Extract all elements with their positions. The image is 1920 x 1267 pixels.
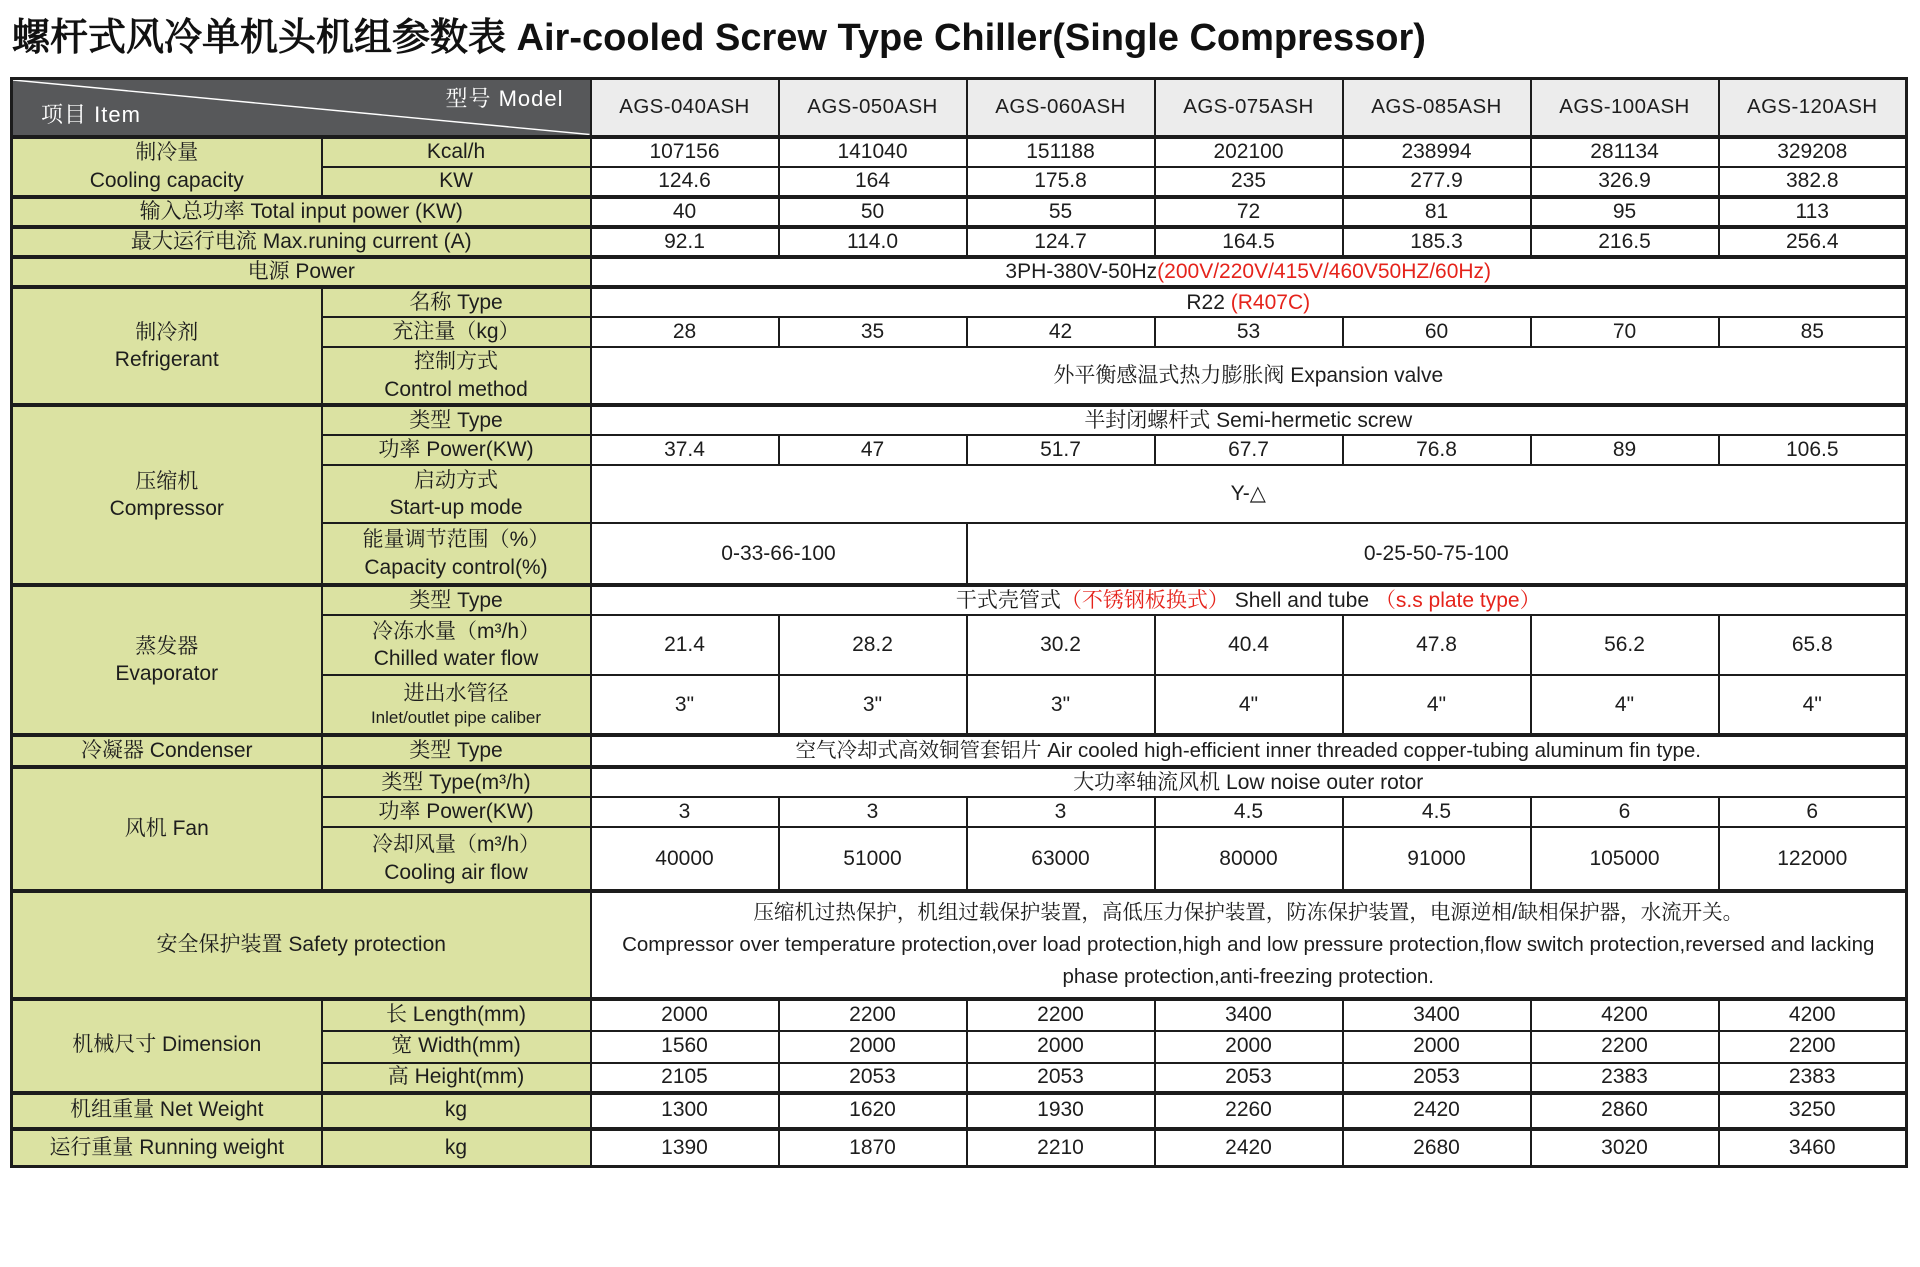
value-cell: 1620	[779, 1093, 967, 1129]
value-cell: 3"	[967, 675, 1155, 735]
value-cell: 151188	[967, 137, 1155, 167]
value-cell: 3	[779, 797, 967, 827]
value-cell: 91000	[1343, 827, 1531, 891]
row-cooling-kcal	[12, 137, 1907, 167]
value-cell: 277.9	[1343, 167, 1531, 197]
compressor-type-value: 半封闭螺杆式 Semi-hermetic screw	[591, 405, 1907, 435]
value-cell: 107156	[591, 137, 779, 167]
power-supply-value: 3PH-380V-50Hz(200V/220V/415V/460V50HZ/60Hz)	[591, 257, 1907, 287]
corner-item-label: 项目 Item	[41, 102, 141, 127]
value-cell: 67.7	[1155, 435, 1343, 465]
evaporator-type-red-2: （s.s plate type）	[1374, 588, 1541, 612]
sub-label-startup-mode: 启动方式 Start-up mode	[322, 465, 591, 523]
value-cell: 92.1	[591, 227, 779, 257]
value-cell: 3400	[1343, 999, 1531, 1031]
value-cell: 2053	[1343, 1063, 1531, 1093]
value-cell: 2383	[1531, 1063, 1719, 1093]
value-cell: 2210	[967, 1129, 1155, 1167]
unit-label-net-weight: kg	[322, 1093, 591, 1129]
startup-mode-value: Y-△	[591, 465, 1907, 523]
sub-label-fan-power: 功率 Power(KW)	[322, 797, 591, 827]
model-header-cell: AGS-100ASH	[1531, 79, 1719, 137]
value-cell: 1870	[779, 1129, 967, 1167]
value-cell: 113	[1719, 197, 1907, 227]
safety-text-en: Compressor over temperature protection,over load protection,high and low pressure protection,flow switch protection,reversed and lacking phase protection,anti-freezing protection.	[622, 933, 1875, 988]
capacity-control-high-value: 0-25-50-75-100	[967, 523, 1907, 585]
value-cell: 4.5	[1343, 797, 1531, 827]
value-cell: 2053	[779, 1063, 967, 1093]
group-label-evaporator: 蒸发器 Evaporator	[12, 585, 322, 735]
row-max-current	[12, 227, 1907, 257]
value-cell: 124.7	[967, 227, 1155, 257]
value-cell: 47.8	[1343, 615, 1531, 675]
value-cell: 2860	[1531, 1093, 1719, 1129]
group-label-compressor: 压缩机 Compressor	[12, 405, 322, 585]
value-cell: 3460	[1719, 1129, 1907, 1167]
value-cell: 2420	[1155, 1129, 1343, 1167]
model-header-cell: AGS-075ASH	[1155, 79, 1343, 137]
value-cell: 326.9	[1531, 167, 1719, 197]
value-cell: 185.3	[1343, 227, 1531, 257]
value-cell: 2000	[1343, 1031, 1531, 1063]
value-cell: 76.8	[1343, 435, 1531, 465]
value-cell: 216.5	[1531, 227, 1719, 257]
sub-label-compressor-power: 功率 Power(KW)	[322, 435, 591, 465]
row-input-power	[12, 197, 1907, 227]
evaporator-type-red-1: （不锈钢板换式）	[1060, 588, 1229, 612]
value-cell: 2053	[967, 1063, 1155, 1093]
group-label-condenser: 冷凝器 Condenser	[12, 735, 322, 767]
capacity-control-low-value: 0-33-66-100	[591, 523, 967, 585]
row-net-weight	[12, 1093, 1907, 1129]
value-cell: 175.8	[967, 167, 1155, 197]
value-cell: 55	[967, 197, 1155, 227]
sub-label-length: 长 Length(mm)	[322, 999, 591, 1031]
value-cell: 4"	[1343, 675, 1531, 735]
unit-label-running-weight: kg	[322, 1129, 591, 1167]
value-cell: 164.5	[1155, 227, 1343, 257]
value-cell: 122000	[1719, 827, 1907, 891]
value-cell: 2000	[779, 1031, 967, 1063]
sub-label-pipe-caliber: 进出水管径 Inlet/outlet pipe caliber	[322, 675, 591, 735]
value-cell: 2200	[1531, 1031, 1719, 1063]
value-cell: 37.4	[591, 435, 779, 465]
fan-type-value: 大功率轴流风机 Low noise outer rotor	[591, 767, 1907, 797]
group-label-refrigerant: 制冷剂 Refrigerant	[12, 287, 322, 405]
value-cell: 4"	[1531, 675, 1719, 735]
value-cell: 81	[1343, 197, 1531, 227]
value-cell: 281134	[1531, 137, 1719, 167]
value-cell: 95	[1531, 197, 1719, 227]
value-cell: 3020	[1531, 1129, 1719, 1167]
value-cell: 65.8	[1719, 615, 1907, 675]
row-length	[12, 999, 1907, 1031]
value-cell: 72	[1155, 197, 1343, 227]
corner-cell	[12, 79, 591, 137]
value-cell: 4"	[1155, 675, 1343, 735]
value-cell: 30.2	[967, 615, 1155, 675]
value-cell: 47	[779, 435, 967, 465]
value-cell: 105000	[1531, 827, 1719, 891]
value-cell: 28	[591, 317, 779, 347]
row-label-input-power: 输入总功率 Total input power (KW)	[12, 197, 591, 227]
sub-label-cooling-air-flow: 冷却风量（m³/h） Cooling air flow	[322, 827, 591, 891]
value-cell: 70	[1531, 317, 1719, 347]
sub-label-chilled-water-flow: 冷冻水量（m³/h） Chilled water flow	[322, 615, 591, 675]
condenser-type-value: 空气冷却式高效铜管套铝片 Air cooled high-efficient inner threaded copper-tubing aluminum fin type.	[591, 735, 1907, 767]
sub-label-refrigerant-name: 名称 Type	[322, 287, 591, 317]
value-cell: 40000	[591, 827, 779, 891]
sub-label-evaporator-type: 类型 Type	[322, 585, 591, 615]
value-cell: 382.8	[1719, 167, 1907, 197]
value-cell: 63000	[967, 827, 1155, 891]
model-header-cell: AGS-085ASH	[1343, 79, 1531, 137]
value-cell: 2000	[591, 999, 779, 1031]
value-cell: 141040	[779, 137, 967, 167]
evaporator-type-value: 干式壳管式（不锈钢板换式） Shell and tube （s.s plate type）	[591, 585, 1907, 615]
row-label-power-supply: 电源 Power	[12, 257, 591, 287]
value-cell: 51000	[779, 827, 967, 891]
group-label-dimension: 机械尺寸 Dimension	[12, 999, 322, 1093]
model-header-cell: AGS-050ASH	[779, 79, 967, 137]
page-title: 螺杆式风冷单机头机组参数表 Air-cooled Screw Type Chiller(Single Compressor)	[12, 17, 1426, 59]
value-cell: 3"	[591, 675, 779, 735]
value-cell: 85	[1719, 317, 1907, 347]
value-cell: 2200	[779, 999, 967, 1031]
value-cell: 3250	[1719, 1093, 1907, 1129]
power-supply-red-note: (200V/220V/415V/460V50HZ/60Hz)	[1157, 260, 1492, 283]
row-refrigerant-name	[12, 287, 1907, 317]
safety-text-zh: 压缩机过热保护，机组过载保护装置，高低压力保护装置，防冻保护装置，电源逆相/缺相保护器，水流开关。	[753, 901, 1744, 925]
value-cell: 164	[779, 167, 967, 197]
safety-protection-value	[591, 891, 1907, 998]
value-cell: 35	[779, 317, 967, 347]
value-cell: 1300	[591, 1093, 779, 1129]
row-label-net-weight: 机组重量 Net Weight	[12, 1093, 322, 1129]
value-cell: 3	[967, 797, 1155, 827]
value-cell: 4200	[1719, 999, 1907, 1031]
refrigerant-alt-red: (R407C)	[1230, 290, 1311, 314]
value-cell: 3	[591, 797, 779, 827]
group-label-cooling: 制冷量 Cooling capacity	[12, 137, 322, 197]
row-label-max-current: 最大运行电流 Max.runing current (A)	[12, 227, 591, 257]
row-condenser	[12, 735, 1907, 767]
sub-label-compressor-type: 类型 Type	[322, 405, 591, 435]
value-cell: 40.4	[1155, 615, 1343, 675]
value-cell: 2260	[1155, 1093, 1343, 1129]
row-label-running-weight: 运行重量 Running weight	[12, 1129, 322, 1167]
value-cell: 1390	[591, 1129, 779, 1167]
value-cell: 2200	[1719, 1031, 1907, 1063]
value-cell: 4.5	[1155, 797, 1343, 827]
value-cell: 1560	[591, 1031, 779, 1063]
value-cell: 106.5	[1719, 435, 1907, 465]
sub-label-charge: 充注量（kg）	[322, 317, 591, 347]
value-cell: 89	[1531, 435, 1719, 465]
value-cell: 124.6	[591, 167, 779, 197]
unit-label-kw: KW	[322, 167, 591, 197]
model-header-cell: AGS-060ASH	[967, 79, 1155, 137]
sub-label-width: 宽 Width(mm)	[322, 1031, 591, 1063]
model-header-cell: AGS-120ASH	[1719, 79, 1907, 137]
value-cell: 60	[1343, 317, 1531, 347]
value-cell: 80000	[1155, 827, 1343, 891]
value-cell: 4200	[1531, 999, 1719, 1031]
sub-label-fan-type: 类型 Type(m³/h)	[322, 767, 591, 797]
row-label-safety: 安全保护装置 Safety protection	[12, 891, 591, 998]
value-cell: 238994	[1343, 137, 1531, 167]
value-cell: 1930	[967, 1093, 1155, 1129]
model-header-cell: AGS-040ASH	[591, 79, 779, 137]
sub-label-height: 高 Height(mm)	[322, 1063, 591, 1093]
value-cell: 56.2	[1531, 615, 1719, 675]
value-cell: 235	[1155, 167, 1343, 197]
group-label-fan: 风机 Fan	[12, 767, 322, 891]
row-compressor-type	[12, 405, 1907, 435]
sub-label-capacity-control: 能量调节范围（%） Capacity control(%)	[322, 523, 591, 585]
row-running-weight	[12, 1129, 1907, 1167]
corner-model-label: 型号 Model	[445, 86, 564, 111]
value-cell: 2680	[1343, 1129, 1531, 1167]
value-cell: 40	[591, 197, 779, 227]
sub-label-control-method: 控制方式 Control method	[322, 347, 591, 405]
value-cell: 2053	[1155, 1063, 1343, 1093]
value-cell: 6	[1719, 797, 1907, 827]
model-header-row	[12, 79, 1907, 137]
row-power-supply	[12, 257, 1907, 287]
value-cell: 256.4	[1719, 227, 1907, 257]
value-cell: 51.7	[967, 435, 1155, 465]
row-fan-type	[12, 767, 1907, 797]
row-safety-protection	[12, 891, 1907, 998]
value-cell: 3"	[779, 675, 967, 735]
value-cell: 4"	[1719, 675, 1907, 735]
value-cell: 2105	[591, 1063, 779, 1093]
value-cell: 42	[967, 317, 1155, 347]
control-method-value: 外平衡感温式热力膨胀阀 Expansion valve	[591, 347, 1907, 405]
value-cell: 2000	[1155, 1031, 1343, 1063]
refrigerant-name-value: R22 (R407C)	[591, 287, 1907, 317]
spec-table	[10, 77, 1908, 1168]
value-cell: 28.2	[779, 615, 967, 675]
sub-label-condenser-type: 类型 Type	[322, 735, 591, 767]
value-cell: 21.4	[591, 615, 779, 675]
value-cell: 53	[1155, 317, 1343, 347]
row-evaporator-type	[12, 585, 1907, 615]
value-cell: 202100	[1155, 137, 1343, 167]
value-cell: 50	[779, 197, 967, 227]
value-cell: 329208	[1719, 137, 1907, 167]
value-cell: 114.0	[779, 227, 967, 257]
value-cell: 2200	[967, 999, 1155, 1031]
unit-label-kcal: Kcal/h	[322, 137, 591, 167]
value-cell: 6	[1531, 797, 1719, 827]
value-cell: 2383	[1719, 1063, 1907, 1093]
value-cell: 2420	[1343, 1093, 1531, 1129]
value-cell: 3400	[1155, 999, 1343, 1031]
value-cell: 2000	[967, 1031, 1155, 1063]
